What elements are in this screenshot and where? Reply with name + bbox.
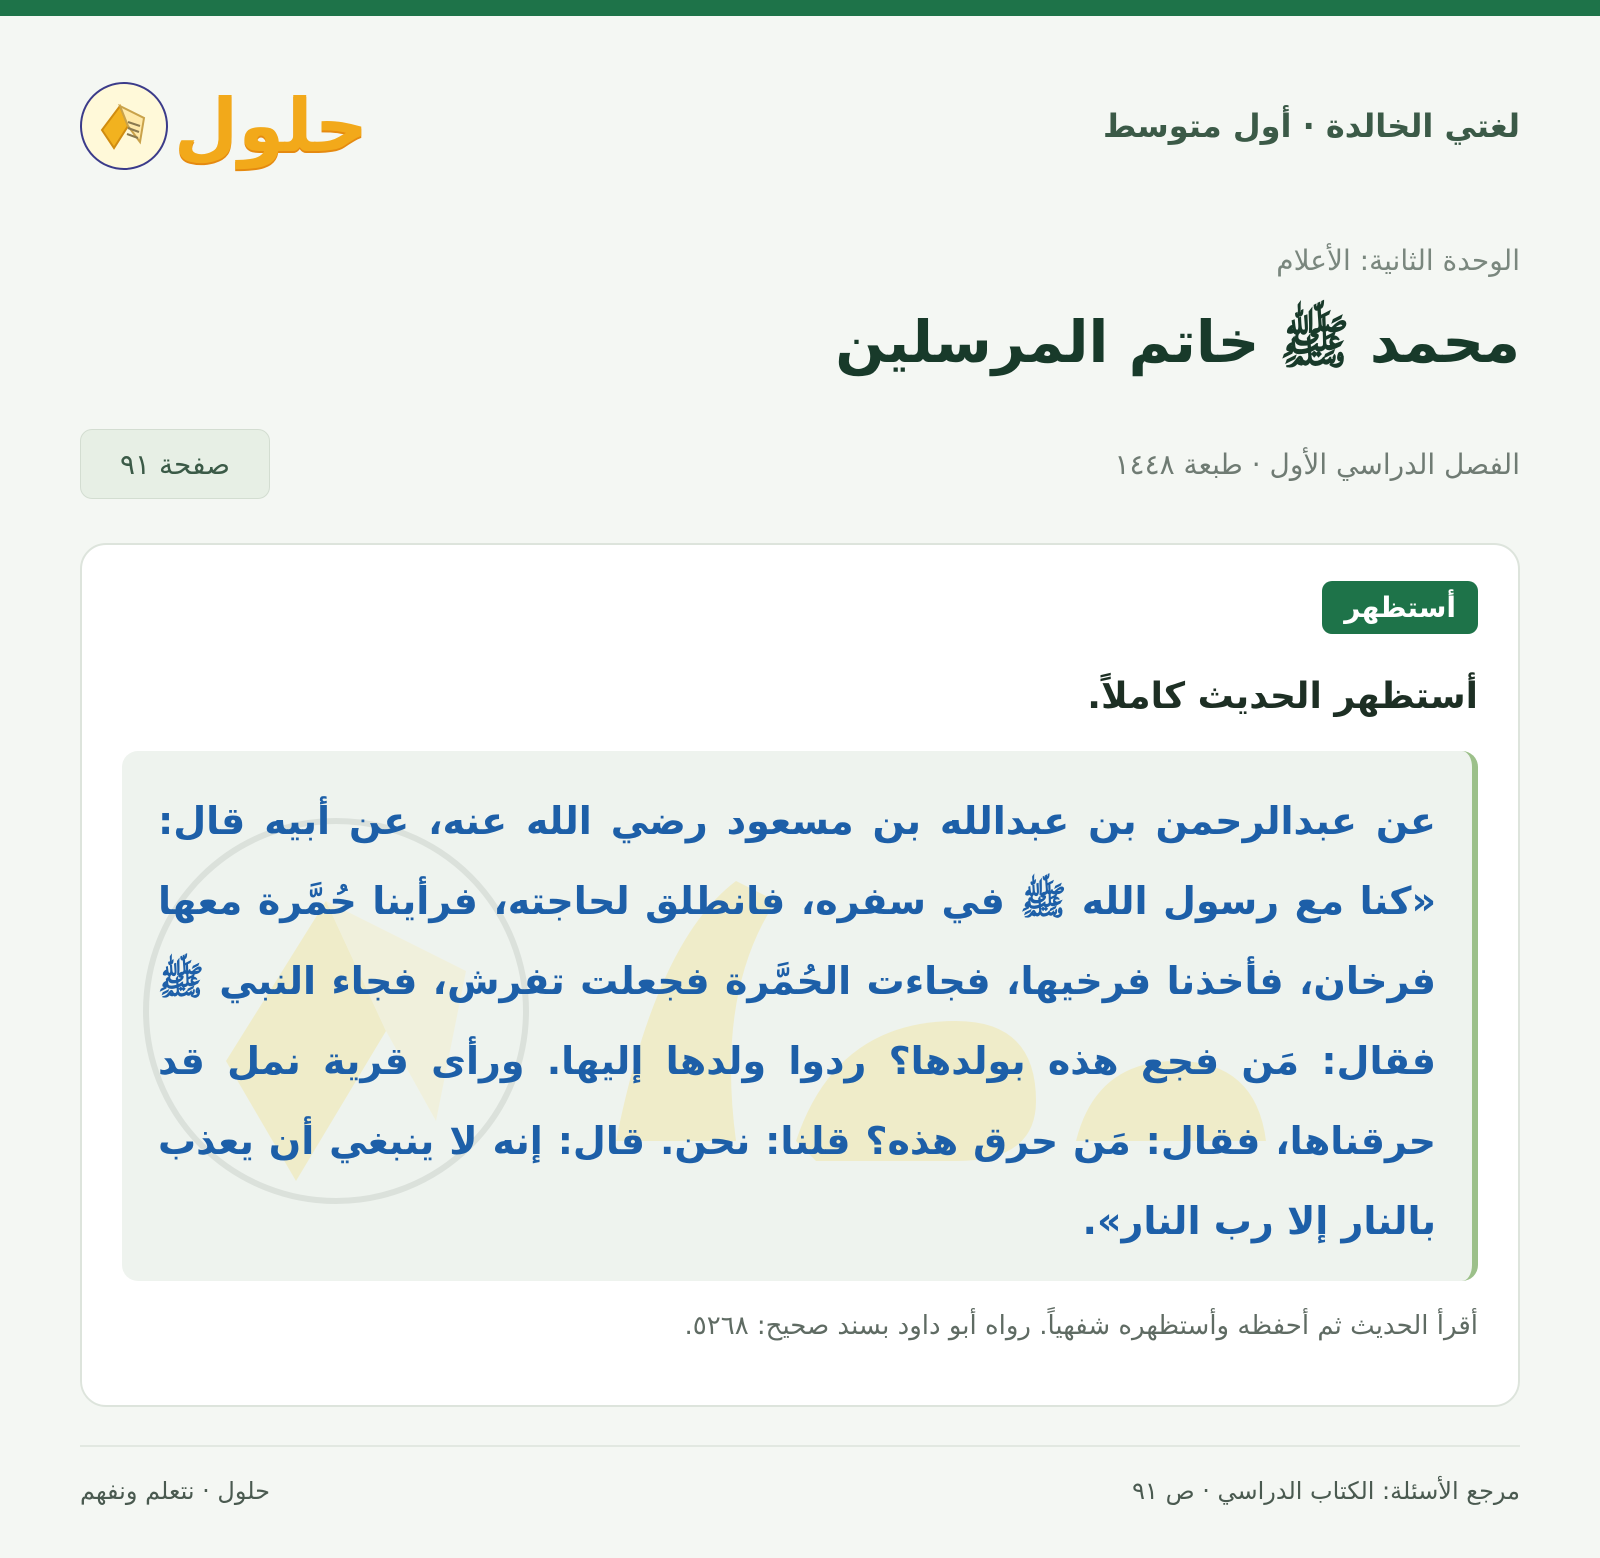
lesson-title: محمد ﷺ خاتم المرسلين (835, 308, 1520, 376)
question-text: أستظهر الحديث كاملاً. (1087, 676, 1478, 717)
book-icon (80, 82, 168, 170)
exercise-badge: أستظهر (1322, 581, 1478, 634)
page-number-pill: صفحة ٩١ (80, 429, 270, 499)
footer-divider (80, 1445, 1520, 1447)
logo-text: حلول (174, 83, 369, 169)
semester-edition: الفصل الدراسي الأول · طبعة ١٤٤٨ (1114, 447, 1520, 481)
page-container (0, 16, 1600, 1558)
unit-label: الوحدة الثانية: الأعلام (1276, 244, 1520, 277)
book-title: لغتي الخالدة · أول متوسط (1103, 107, 1520, 145)
footer-brand[interactable]: حلول · نتعلم ونفهم (80, 1477, 270, 1505)
header (80, 16, 1520, 236)
footer-reference: مرجع الأسئلة: الكتاب الدراسي · ص ٩١ (1132, 1477, 1520, 1505)
hadith-note: أقرأ الحديث ثم أحفظه وأستظهره شفهياً. رواه أبو داود بسند صحيح: ٥٢٦٨. (684, 1311, 1478, 1341)
footer (80, 1477, 1520, 1505)
meta-row (80, 429, 1520, 499)
hadith-box (122, 751, 1478, 1281)
exercise-card (80, 543, 1520, 1407)
hadith-text: عن عبدالرحمن بن عبدالله بن مسعود رضي الله عنه، عن أبيه قال: «كنا مع رسول الله ﷺ في سفره، فانطلق لحاجته، فرأينا حُمَّرة معها فرخان، فأخذنا فرخيها، فجاءت الحُمَّرة فجعلت تفرش، فجاء النبي ﷺ فقال: مَن فجع هذه بولدها؟ ردوا ولدها إليها. ورأى قرية نمل قد حرقناها، فقال: مَن حرق هذه؟ قلنا: نحن. قال: إنه لا ينبغي أن يعذب بالنار إلا رب النار». (158, 799, 1436, 1243)
site-logo[interactable] (80, 82, 368, 170)
top-accent-bar (0, 0, 1600, 16)
